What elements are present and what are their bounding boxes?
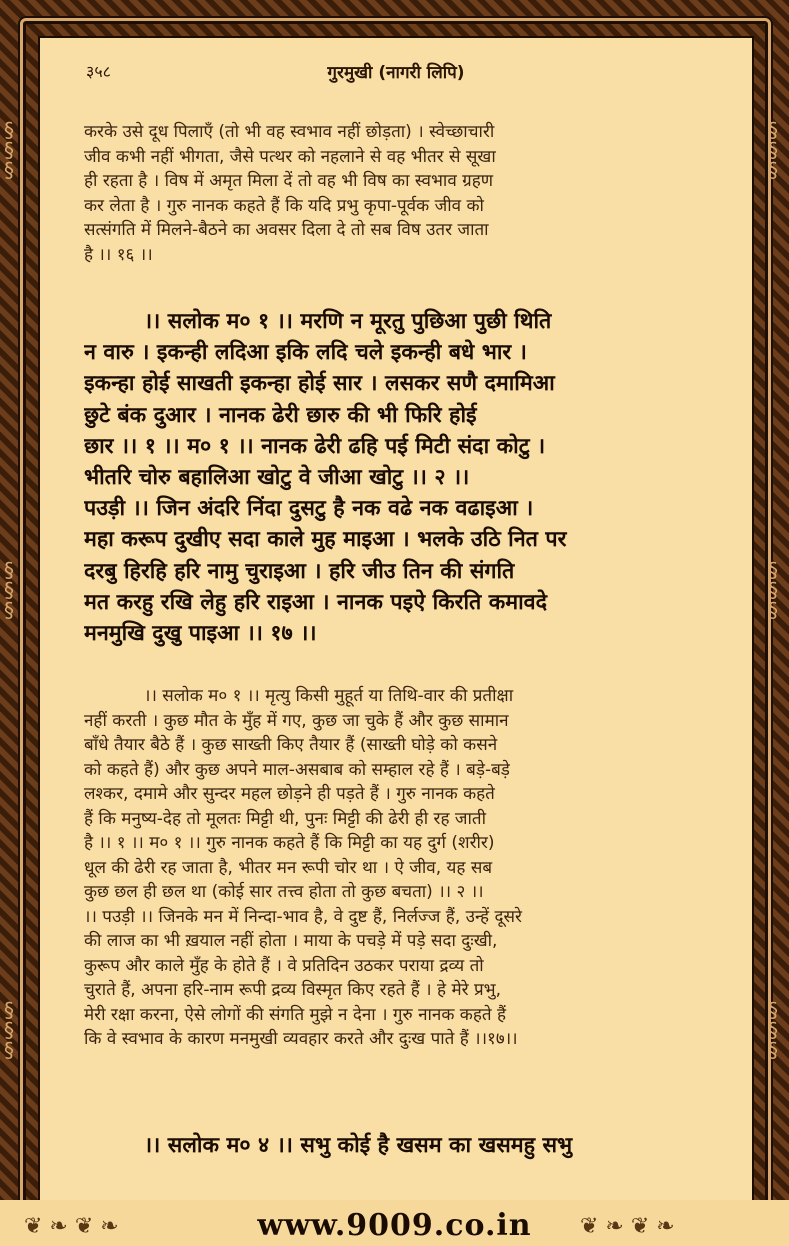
verse-line: दरबु हिरहि हरि नामु चुराइआ । हरि जीउ तिन की संगति (84, 558, 515, 584)
right-ornament-icon: § § § (768, 998, 778, 1062)
left-ornament-icon: § § § (4, 118, 14, 182)
text-line: है ।। १ ।। म० १ ।। गुरु नानक कहते हैं कि मिट्टी का यह दुर्ग (शरीर) (84, 833, 495, 853)
scripture-page (38, 36, 754, 1202)
text-line: मेरी रक्षा करना, ऐसे लोगों की संगति मुझे न देना । गुरु नानक कहते हैं (84, 1004, 507, 1025)
translation-continued (84, 120, 729, 267)
verse-line: न वारु । इकन्ही लदिआ इकि लदि चले इकन्ही बधे भार । (84, 340, 527, 366)
text-line: सत्संगति में मिलने-बैठने का अवसर दिला दे तो सब विष उतर जाता (84, 220, 489, 240)
text-line: ।। पउड़ी ।। जिनके मन में निन्दा-भाव है, वे दुष्ट हैं, निर्लज्ज हैं, उन्हें दूसरे (84, 906, 522, 927)
text-line: जीव कभी नहीं भीगता, जैसे पत्थर को नहलाने से वह भीतर से सूखा (84, 146, 496, 167)
page-header (40, 60, 752, 84)
website-url: www.9009.co.in (257, 1208, 532, 1243)
right-ornament-icon: § § § (768, 118, 778, 182)
text-line: हैं कि मनुष्य-देह तो मूलतः मिट्टी थी, पुनः मिट्टी की ढेरी ही रह जाती (84, 808, 486, 829)
running-title: गुरमुखी (नागरी लिपि) (327, 63, 465, 83)
verse-line: भीतरि चोरु बहालिआ खोटु वे जीआ खोटु ।। २ ।। (84, 465, 470, 491)
text-line: की लाज का भी ख़याल नहीं होता । माया के पचड़े में पड़े सदा दुःखी, (84, 931, 498, 951)
text-line: बाँधे तैयार बैठे हैं । कुछ साख्ती किए तैयार हैं (साख्ती घोड़े को कसने (84, 735, 498, 755)
verse-line: छुटे बंक दुआर । नानक ढेरी छारु की भी फिरि होई (84, 402, 477, 428)
text-line: कर लेता है । गुरु नानक कहते हैं कि यदि प्रभु कृपा-पूर्वक जीव को (84, 195, 484, 216)
text-line: कुछ छल ही छल था (कोई सार तत्त्व होता तो कुछ बचता) ।। २ ।। (84, 882, 484, 902)
right-ornament-icon: § § § (768, 558, 778, 622)
text-line: कुरूप और काले मुँह के होते हैं । वे प्रतिदिन उठकर पराया द्रव्य तो (84, 955, 484, 976)
trailing-verse (84, 1130, 729, 1161)
verse-line: ।। सलोक म० १ ।। मरणि न मूरतु पुछिआ पुछी थिति (144, 309, 552, 334)
verse-line: महा करूप दुखीए सदा काले मुह माइआ । भलके उठि नित पर (84, 527, 567, 553)
verse-line: पउड़ी ।। जिन अंदरि निंदा दुसटु है नक वढे नक वढाइआ । (84, 496, 534, 522)
text-line: ही रहता है । विष में अमृत मिला दें तो वह भी विष का स्वभाव ग्रहण (84, 171, 494, 191)
left-ornament-icon: § § § (4, 998, 14, 1062)
footer-ornament-icon: ❦ ❧ ❦ ❧ (580, 1214, 675, 1239)
text-line: करके उसे दूध पिलाएँ (तो भी वह स्वभाव नहीं छोड़ता) । स्वेच्छाचारी (84, 122, 495, 142)
text-line: नहीं करती । कुछ मौत के मुँह में गए, कुछ जा चुके हैं और कुछ सामान (84, 710, 509, 731)
verse-line: छार ।। १ ।। म० १ ।। नानक ढेरी ढहि पई मिटी संदा कोटु । (84, 433, 546, 459)
footer-ornament-icon: ❦ ❧ ❦ ❧ (24, 1214, 119, 1239)
verse-line: ।। सलोक म० ४ ।। सभु कोई है खसम का खसमहु सभु (144, 1133, 573, 1158)
text-line: चुराते हैं, अपना हरि-नाम रूपी द्रव्य विस्मृत किए रहते हैं । हे मेरे प्रभु, (84, 980, 501, 1000)
text-line: है ।। १६ ।। (84, 244, 153, 265)
text-line: धूल की ढेरी रह जाता है, भीतर मन रूपी चोर था । ऐ जीव, यह सब (84, 857, 493, 878)
left-ornament-icon: § § § (4, 558, 14, 622)
text-line: लश्कर, दमामे और सुन्दर महल छोड़ने ही पड़ते हैं । गुरु नानक कहते (84, 784, 495, 804)
verse-line: मत करहु रखि लेहु हरि राइआ । नानक पइऐ किरति कमावदे (84, 589, 548, 615)
gurbani-verse (84, 306, 729, 649)
verse-line: मनमुखि दुखु पाइआ ।। १७ ।। (84, 621, 317, 647)
verse-line: इकन्हा होई साखती इकन्हा होई सार । लसकर सणै दमामिआ (84, 371, 555, 397)
text-line: ।। सलोक म० १ ।। मृत्यु किसी मुहूर्त या तिथि-वार की प्रतीक्षा (144, 686, 514, 706)
text-line: कि वे स्वभाव के कारण मनमुखी व्यवहार करते और दुःख पाते हैं ।।१७।। (84, 1029, 518, 1049)
translation-block (84, 684, 729, 1052)
text-line: को कहते हैं) और कुछ अपने माल-असबाब को सम्हाल रहे हैं । बड़े-बड़े (84, 759, 510, 780)
page-number: ३५८ (86, 62, 111, 81)
